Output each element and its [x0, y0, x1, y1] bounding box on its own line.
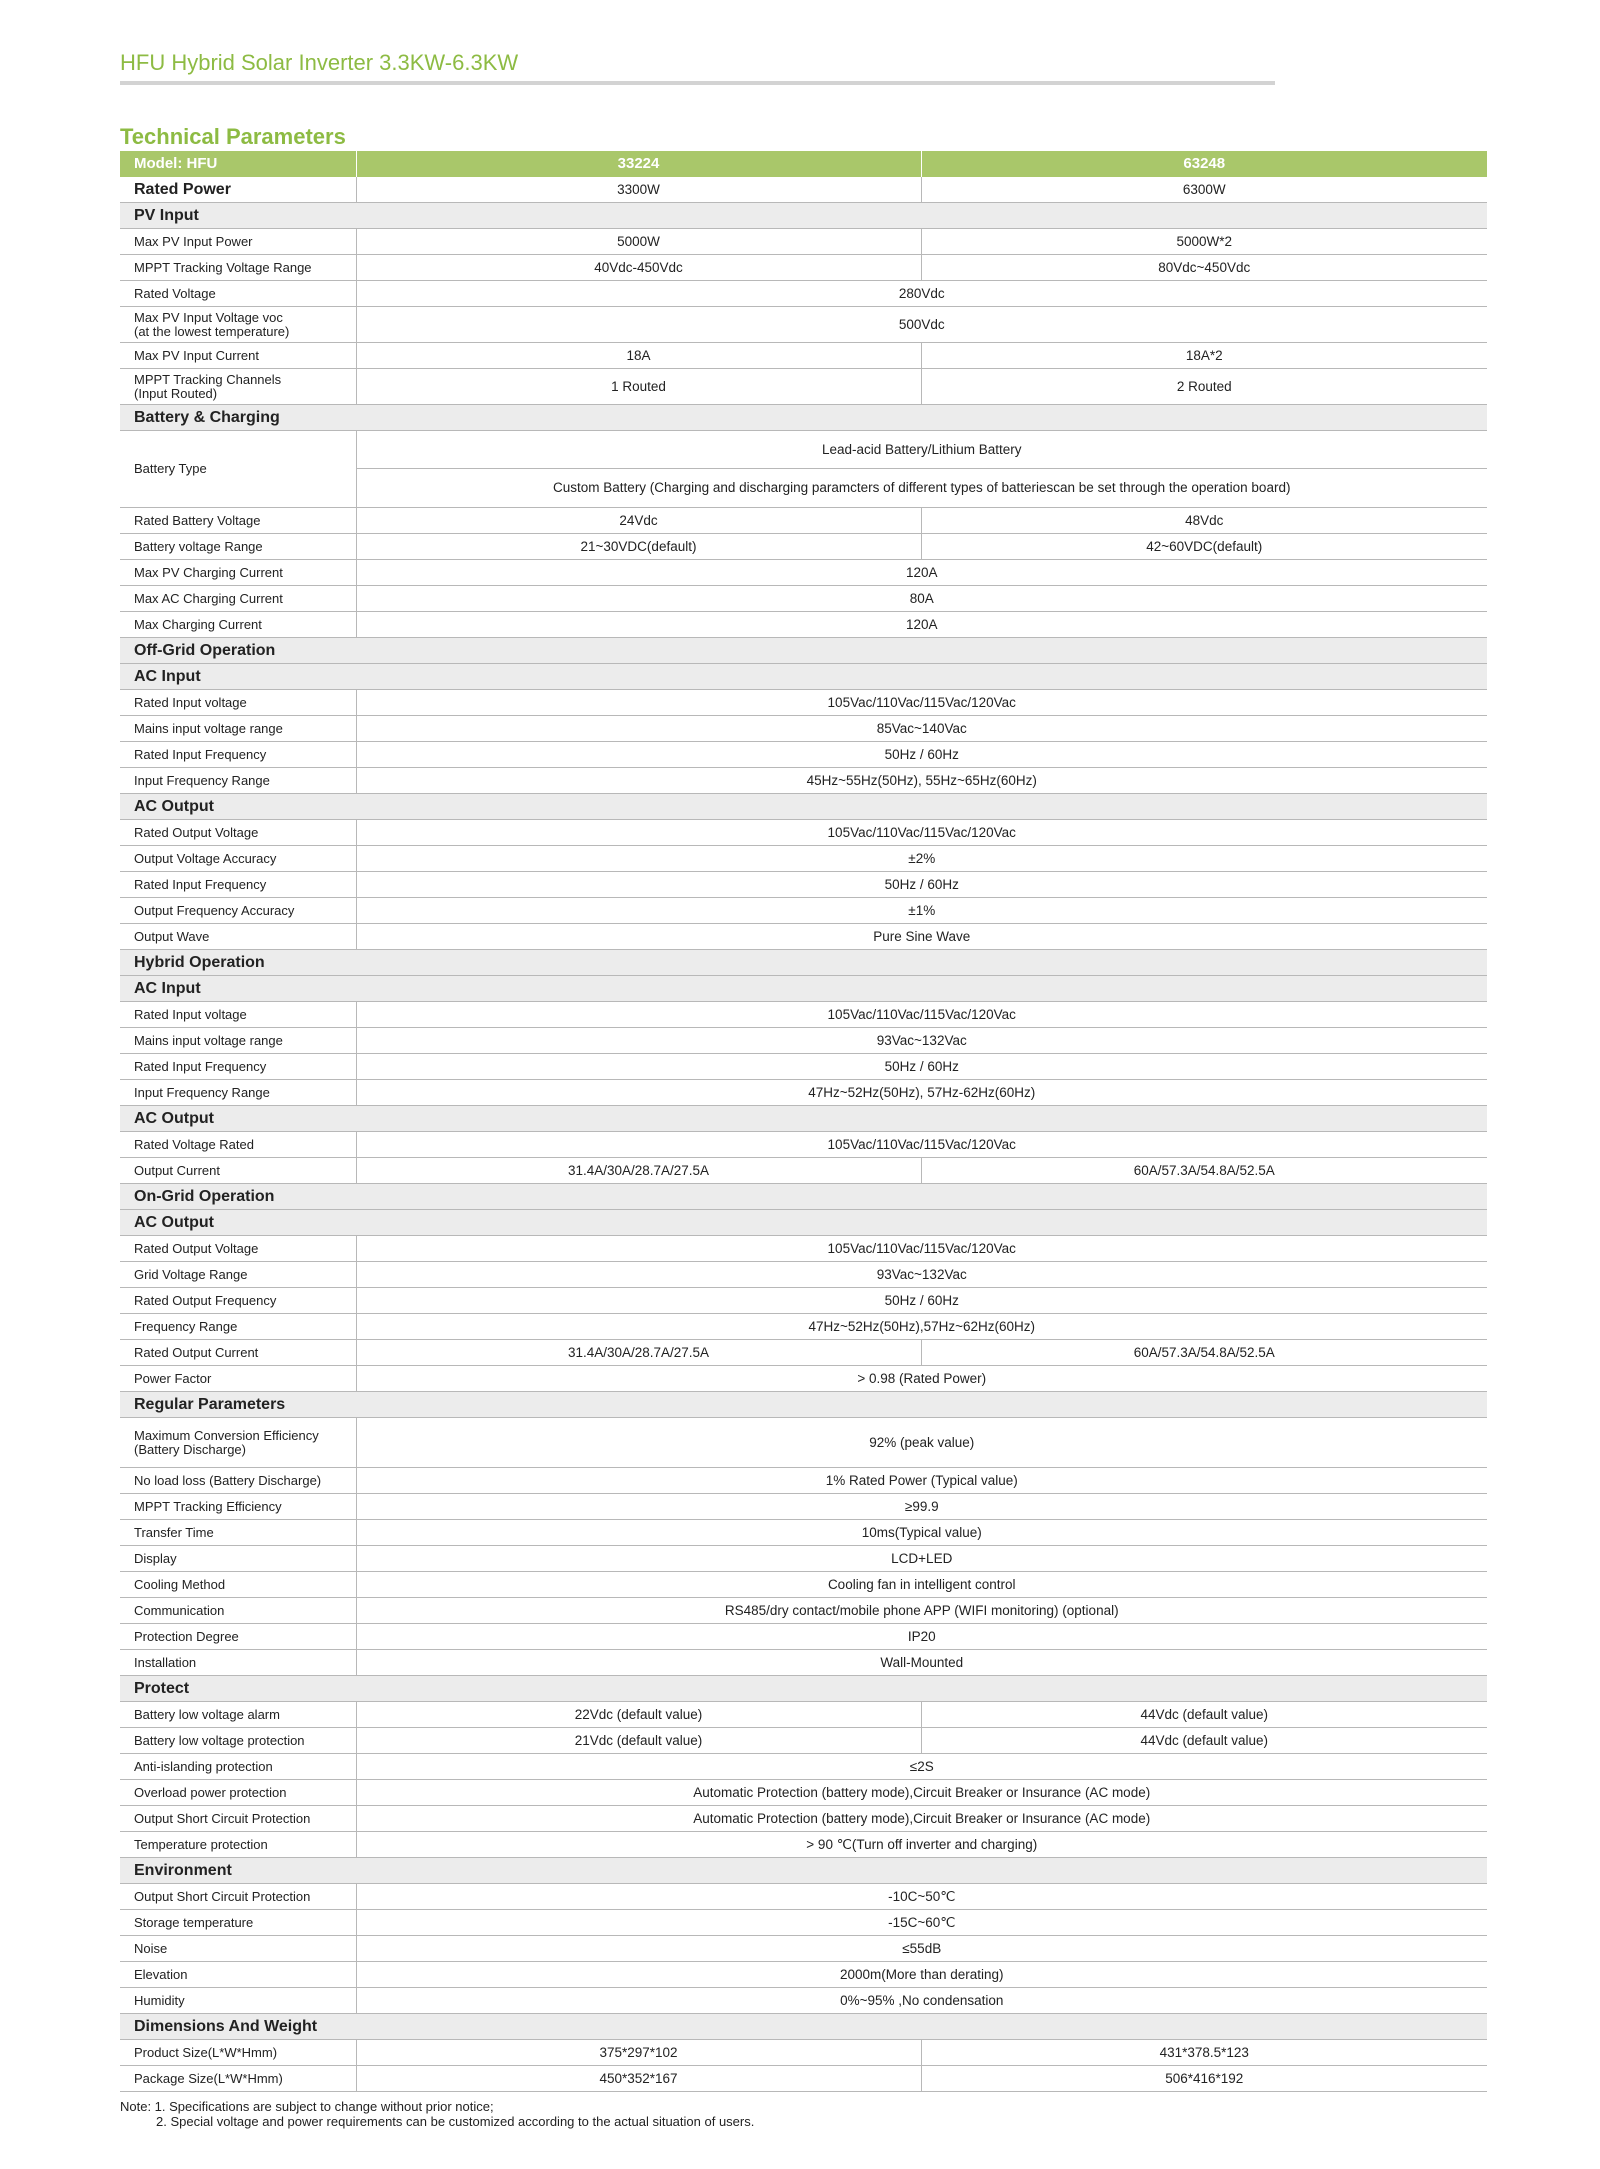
table-row — [120, 1468, 1487, 1494]
row-label: Rated Input Frequency — [120, 872, 356, 898]
row-value: Automatic Protection (battery mode),Circuit Breaker or Insurance (AC mode) — [356, 1806, 1487, 1832]
section-label: AC Output — [120, 1106, 1487, 1132]
row-value: 1 Routed — [356, 369, 921, 405]
table-row — [120, 1806, 1487, 1832]
row-value: 280Vdc — [356, 281, 1487, 307]
table-row — [120, 229, 1487, 255]
row-value: 22Vdc (default value) — [356, 1702, 921, 1728]
table-row — [120, 1702, 1487, 1728]
row-value: Lead-acid Battery/Lithium Battery — [356, 431, 1487, 469]
row-value: 93Vac~132Vac — [356, 1028, 1487, 1054]
row-value: LCD+LED — [356, 1546, 1487, 1572]
table-row — [120, 1910, 1487, 1936]
table-row — [120, 1236, 1487, 1262]
row-value: 60A/57.3A/54.8A/52.5A — [921, 1158, 1487, 1184]
row-value: 2000m(More than derating) — [356, 1962, 1487, 1988]
table-row — [120, 177, 1487, 203]
section-header — [120, 405, 1487, 431]
row-value: 47Hz~52Hz(50Hz), 57Hz-62Hz(60Hz) — [356, 1080, 1487, 1106]
section-label: Regular Parameters — [120, 1392, 1487, 1418]
row-label: Battery low voltage alarm — [120, 1702, 356, 1728]
row-value: 45Hz~55Hz(50Hz), 55Hz~65Hz(60Hz) — [356, 768, 1487, 794]
section-header — [120, 1858, 1487, 1884]
row-value: 48Vdc — [921, 508, 1487, 534]
row-value: 105Vac/110Vac/115Vac/120Vac — [356, 1002, 1487, 1028]
row-label: Mains input voltage range — [120, 716, 356, 742]
row-value: 2 Routed — [921, 369, 1487, 405]
model-63248: 63248 — [921, 151, 1487, 177]
row-label: Cooling Method — [120, 1572, 356, 1598]
row-label — [120, 307, 356, 343]
note-line-1: Note: 1. Specifications are subject to change without prior notice; — [120, 2099, 494, 2114]
row-label: Max Charging Current — [120, 612, 356, 638]
section-header — [120, 950, 1487, 976]
row-value: > 90 ℃(Turn off inverter and charging) — [356, 1832, 1487, 1858]
table-row — [120, 1054, 1487, 1080]
table-row — [120, 1314, 1487, 1340]
row-label-line: (Input Routed) — [134, 385, 218, 401]
row-value: 21~30VDC(default) — [356, 534, 921, 560]
row-value: Cooling fan in intelligent control — [356, 1572, 1487, 1598]
table-row — [120, 343, 1487, 369]
row-label: Display — [120, 1546, 356, 1572]
row-label: No load loss (Battery Discharge) — [120, 1468, 356, 1494]
row-value: 506*416*192 — [921, 2066, 1487, 2092]
row-value: 105Vac/110Vac/115Vac/120Vac — [356, 690, 1487, 716]
section-label: AC Output — [120, 1210, 1487, 1236]
section-header — [120, 1184, 1487, 1210]
row-label: Rated Input Frequency — [120, 742, 356, 768]
row-label: Mains input voltage range — [120, 1028, 356, 1054]
row-value: -10C~50℃ — [356, 1884, 1487, 1910]
row-value: 450*352*167 — [356, 2066, 921, 2092]
row-value: Wall-Mounted — [356, 1650, 1487, 1676]
table-row — [120, 1572, 1487, 1598]
section-title: Technical Parameters — [120, 124, 346, 149]
table-row — [120, 1780, 1487, 1806]
row-value: 6300W — [921, 177, 1487, 203]
row-label: Frequency Range — [120, 1314, 356, 1340]
row-label: Rated Voltage — [120, 281, 356, 307]
table-row — [120, 307, 1487, 343]
row-value: 31.4A/30A/28.7A/27.5A — [356, 1340, 921, 1366]
section-label: AC Input — [120, 664, 1487, 690]
spec-table — [120, 151, 1487, 2092]
section-header — [120, 1392, 1487, 1418]
table-row — [120, 1650, 1487, 1676]
row-value: 105Vac/110Vac/115Vac/120Vac — [356, 1132, 1487, 1158]
table-row — [120, 560, 1487, 586]
table-row — [120, 1624, 1487, 1650]
section-header — [120, 664, 1487, 690]
row-value: IP20 — [356, 1624, 1487, 1650]
table-row — [120, 1520, 1487, 1546]
row-value: 85Vac~140Vac — [356, 716, 1487, 742]
row-label: Output Frequency Accuracy — [120, 898, 356, 924]
table-row — [120, 1132, 1487, 1158]
table-row — [120, 1936, 1487, 1962]
row-label: Rated Battery Voltage — [120, 508, 356, 534]
row-label: Temperature protection — [120, 1832, 356, 1858]
section-label: AC Input — [120, 976, 1487, 1002]
row-label: MPPT Tracking Efficiency — [120, 1494, 356, 1520]
row-value: 44Vdc (default value) — [921, 1702, 1487, 1728]
table-row — [120, 1028, 1487, 1054]
row-value: 375*297*102 — [356, 2040, 921, 2066]
section-header — [120, 2014, 1487, 2040]
table-row — [120, 924, 1487, 950]
model-label: Model: HFU — [120, 151, 356, 177]
table-row — [120, 2040, 1487, 2066]
section-header — [120, 1106, 1487, 1132]
row-value: 44Vdc (default value) — [921, 1728, 1487, 1754]
row-label: Installation — [120, 1650, 356, 1676]
table-row — [120, 612, 1487, 638]
row-value: 80Vdc~450Vdc — [921, 255, 1487, 281]
row-value: 42~60VDC(default) — [921, 534, 1487, 560]
row-value: 5000W*2 — [921, 229, 1487, 255]
section-header — [120, 794, 1487, 820]
row-label: Product Size(L*W*Hmm) — [120, 2040, 356, 2066]
table-row — [120, 1158, 1487, 1184]
row-value: ≤55dB — [356, 1936, 1487, 1962]
row-value: 40Vdc-450Vdc — [356, 255, 921, 281]
table-row — [120, 586, 1487, 612]
row-label: Package Size(L*W*Hmm) — [120, 2066, 356, 2092]
row-value: RS485/dry contact/mobile phone APP (WIFI monitoring) (optional) — [356, 1598, 1487, 1624]
row-value: 105Vac/110Vac/115Vac/120Vac — [356, 1236, 1487, 1262]
row-label: MPPT Tracking Voltage Range — [120, 255, 356, 281]
table-row — [120, 1728, 1487, 1754]
row-value: 24Vdc — [356, 508, 921, 534]
row-value: 50Hz / 60Hz — [356, 1288, 1487, 1314]
row-value: > 0.98 (Rated Power) — [356, 1366, 1487, 1392]
table-row — [120, 1366, 1487, 1392]
row-label: Rated Output Voltage — [120, 1236, 356, 1262]
row-label: Storage temperature — [120, 1910, 356, 1936]
section-header — [120, 1676, 1487, 1702]
row-label: Noise — [120, 1936, 356, 1962]
row-value: 93Vac~132Vac — [356, 1262, 1487, 1288]
row-value: ±1% — [356, 898, 1487, 924]
row-label: Grid Voltage Range — [120, 1262, 356, 1288]
row-label: Max PV Input Current — [120, 343, 356, 369]
row-value: Pure Sine Wave — [356, 924, 1487, 950]
section-label: Environment — [120, 1858, 1487, 1884]
row-value: -15C~60℃ — [356, 1910, 1487, 1936]
table-row — [120, 1340, 1487, 1366]
row-value: Custom Battery (Charging and discharging paramcters of different types of batteriescan be set through the operation board) — [356, 469, 1487, 508]
row-value: ≥99.9 — [356, 1494, 1487, 1520]
row-label — [120, 1418, 356, 1468]
section-label: Battery & Charging — [120, 405, 1487, 431]
row-value: 120A — [356, 560, 1487, 586]
row-label: Battery Type — [120, 431, 356, 508]
row-value: 47Hz~52Hz(50Hz),57Hz~62Hz(60Hz) — [356, 1314, 1487, 1340]
row-value: 50Hz / 60Hz — [356, 1054, 1487, 1080]
row-value: 18A*2 — [921, 343, 1487, 369]
table-row — [120, 1262, 1487, 1288]
table-row — [120, 846, 1487, 872]
table-row — [120, 508, 1487, 534]
row-label: Transfer Time — [120, 1520, 356, 1546]
row-value: 60A/57.3A/54.8A/52.5A — [921, 1340, 1487, 1366]
row-label: Power Factor — [120, 1366, 356, 1392]
row-value: 0%~95% ,No condensation — [356, 1988, 1487, 2014]
section-label: Protect — [120, 1676, 1487, 1702]
table-row — [120, 1832, 1487, 1858]
row-value: 120A — [356, 612, 1487, 638]
table-row — [120, 431, 1487, 469]
footnotes — [120, 2099, 754, 2129]
row-label: Rated Output Voltage — [120, 820, 356, 846]
table-row — [120, 2066, 1487, 2092]
row-value: 21Vdc (default value) — [356, 1728, 921, 1754]
row-label: Rated Input Frequency — [120, 1054, 356, 1080]
row-label-line: MPPT Tracking Channels — [134, 371, 282, 387]
table-row — [120, 1494, 1487, 1520]
row-value: 431*378.5*123 — [921, 2040, 1487, 2066]
row-label: Output Current — [120, 1158, 356, 1184]
row-value: 10ms(Typical value) — [356, 1520, 1487, 1546]
section-header — [120, 638, 1487, 664]
row-value: 80A — [356, 586, 1487, 612]
table-row — [120, 1546, 1487, 1572]
table-row — [120, 1884, 1487, 1910]
table-row — [120, 255, 1487, 281]
section-label: Hybrid Operation — [120, 950, 1487, 976]
row-label: Input Frequency Range — [120, 768, 356, 794]
row-value: 18A — [356, 343, 921, 369]
row-label: Output Short Circuit Protection — [120, 1884, 356, 1910]
row-label: Communication — [120, 1598, 356, 1624]
row-label: Rated Voltage Rated — [120, 1132, 356, 1158]
section-header — [120, 976, 1487, 1002]
section-label: Dimensions And Weight — [120, 2014, 1487, 2040]
table-row — [120, 690, 1487, 716]
table-row — [120, 534, 1487, 560]
row-value: 105Vac/110Vac/115Vac/120Vac — [356, 820, 1487, 846]
row-label: Output Wave — [120, 924, 356, 950]
row-value: 50Hz / 60Hz — [356, 872, 1487, 898]
row-label: Rated Power — [120, 177, 356, 203]
row-label: Protection Degree — [120, 1624, 356, 1650]
table-row — [120, 742, 1487, 768]
row-value: 1% Rated Power (Typical value) — [356, 1468, 1487, 1494]
section-header — [120, 203, 1487, 229]
model-33224: 33224 — [356, 151, 921, 177]
table-row — [120, 1988, 1487, 2014]
row-label — [120, 369, 356, 405]
document-title: HFU Hybrid Solar Inverter 3.3KW-6.3KW — [120, 50, 519, 75]
table-row — [120, 872, 1487, 898]
row-label-line: Maximum Conversion Efficiency — [134, 1427, 319, 1443]
table-row — [120, 1418, 1487, 1468]
row-label: Input Frequency Range — [120, 1080, 356, 1106]
row-label-line: Max PV Input Voltage voc — [134, 309, 283, 325]
model-row — [120, 151, 1487, 177]
row-value: 5000W — [356, 229, 921, 255]
table-row — [120, 1080, 1487, 1106]
row-label: Anti-islanding protection — [120, 1754, 356, 1780]
row-label: Humidity — [120, 1988, 356, 2014]
row-label: Rated Input voltage — [120, 690, 356, 716]
row-value: 50Hz / 60Hz — [356, 742, 1487, 768]
table-row — [120, 369, 1487, 405]
row-label-line: (at the lowest temperature) — [134, 323, 290, 339]
row-label: Max PV Input Power — [120, 229, 356, 255]
section-label: AC Output — [120, 794, 1487, 820]
table-row — [120, 898, 1487, 924]
table-row — [120, 1598, 1487, 1624]
row-value: 500Vdc — [356, 307, 1487, 343]
table-row — [120, 820, 1487, 846]
table-row — [120, 1962, 1487, 1988]
row-value: 3300W — [356, 177, 921, 203]
section-label: PV Input — [120, 203, 1487, 229]
row-label: Rated Output Current — [120, 1340, 356, 1366]
table-row — [120, 1288, 1487, 1314]
row-value: 31.4A/30A/28.7A/27.5A — [356, 1158, 921, 1184]
row-label: Elevation — [120, 1962, 356, 1988]
title-divider — [120, 81, 1275, 85]
row-label: Battery low voltage protection — [120, 1728, 356, 1754]
table-row — [120, 281, 1487, 307]
table-row — [120, 768, 1487, 794]
note-line-2: 2. Special voltage and power requirements can be customized according to the actual situation of users. — [156, 2114, 755, 2129]
row-label-line: (Battery Discharge) — [134, 1441, 246, 1457]
section-label: Off-Grid Operation — [120, 638, 1487, 664]
row-label: Overload power protection — [120, 1780, 356, 1806]
row-value: ±2% — [356, 846, 1487, 872]
row-label: Max AC Charging Current — [120, 586, 356, 612]
section-header — [120, 1210, 1487, 1236]
section-label: On-Grid Operation — [120, 1184, 1487, 1210]
table-row — [120, 716, 1487, 742]
row-label: Rated Output Frequency — [120, 1288, 356, 1314]
table-row — [120, 1002, 1487, 1028]
row-label: Rated Input voltage — [120, 1002, 356, 1028]
row-label: Output Voltage Accuracy — [120, 846, 356, 872]
row-value: 92% (peak value) — [356, 1418, 1487, 1468]
row-label: Output Short Circuit Protection — [120, 1806, 356, 1832]
row-label: Max PV Charging Current — [120, 560, 356, 586]
row-value: Automatic Protection (battery mode),Circuit Breaker or Insurance (AC mode) — [356, 1780, 1487, 1806]
row-label: Battery voltage Range — [120, 534, 356, 560]
row-value: ≤2S — [356, 1754, 1487, 1780]
table-row — [120, 1754, 1487, 1780]
